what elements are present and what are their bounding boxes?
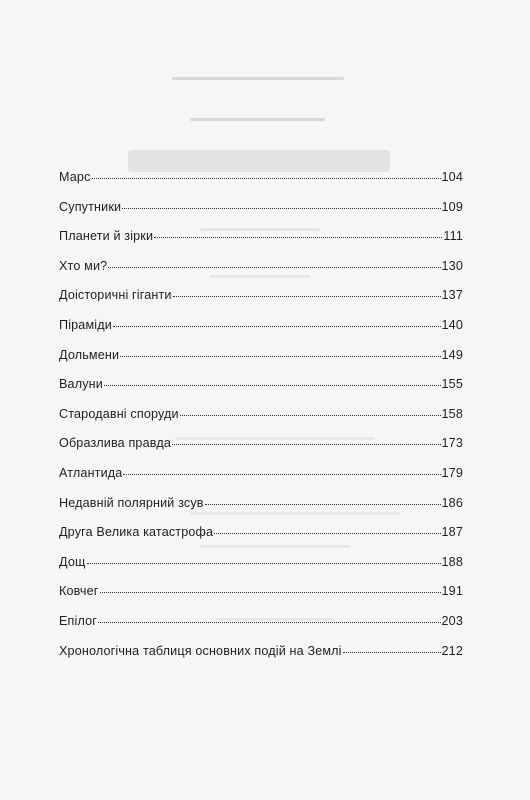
toc-entry-page: 104 bbox=[441, 170, 463, 184]
toc-dot-leader bbox=[154, 236, 442, 238]
toc-entry-page: 203 bbox=[441, 613, 463, 628]
toc-entry bbox=[59, 555, 463, 585]
toc-entry-page: 187 bbox=[441, 525, 463, 540]
toc-entry-title: Планети й зірки bbox=[59, 229, 154, 244]
toc-entry-title: Дольмени bbox=[59, 347, 120, 362]
toc-entry-title: Епілог bbox=[59, 613, 98, 628]
toc-dot-leader bbox=[92, 177, 441, 179]
toc-entry-page: 212 bbox=[441, 643, 463, 658]
toc-dot-leader bbox=[87, 562, 441, 564]
toc-entry bbox=[59, 200, 463, 230]
toc-dot-leader bbox=[98, 621, 441, 623]
toc-entry-page: 188 bbox=[441, 554, 463, 569]
toc-entry bbox=[59, 644, 463, 674]
toc-dot-leader bbox=[214, 532, 440, 534]
toc-dot-leader bbox=[113, 325, 441, 327]
toc-entry bbox=[59, 466, 463, 496]
toc-entry-title: Валуни bbox=[59, 377, 103, 392]
toc-entry-page: 155 bbox=[441, 377, 463, 392]
toc-entry-title: Хронологічна таблиця основних подій на Землі bbox=[59, 643, 342, 658]
toc-entry-page: 173 bbox=[441, 436, 463, 451]
toc-entry-title: Доісторичні гіганти bbox=[59, 288, 172, 303]
toc-entry bbox=[59, 525, 463, 555]
toc-entry-title: Атлантида bbox=[59, 465, 123, 480]
toc-entry-title: Піраміди bbox=[59, 317, 112, 332]
toc-entry bbox=[59, 614, 463, 644]
toc-entry bbox=[59, 348, 463, 378]
toc-entry bbox=[59, 377, 463, 407]
toc-dot-leader bbox=[173, 295, 441, 297]
toc-entry bbox=[59, 288, 463, 318]
toc-entry bbox=[59, 496, 463, 526]
toc-dot-leader bbox=[123, 473, 440, 475]
toc-dot-leader bbox=[343, 651, 441, 653]
toc-entry-page: 111 bbox=[443, 229, 463, 244]
toc-entry bbox=[59, 584, 463, 614]
toc-entry-page: 149 bbox=[441, 347, 463, 362]
toc-entry-title: Ковчег bbox=[59, 584, 99, 599]
toc-entry-title: Образлива правда bbox=[59, 436, 172, 451]
toc-entry bbox=[59, 229, 463, 259]
toc-entry bbox=[59, 318, 463, 348]
toc-entry-title: Супутники bbox=[59, 199, 122, 214]
toc-dot-leader bbox=[205, 503, 441, 505]
toc-entry-page: 186 bbox=[441, 495, 463, 510]
toc-entry-title: Марс bbox=[59, 170, 91, 184]
toc-dot-leader bbox=[100, 591, 441, 593]
toc-dot-leader bbox=[120, 355, 440, 357]
toc-entry-page: 130 bbox=[441, 258, 463, 273]
toc-entry bbox=[59, 170, 463, 200]
toc-entry-title: Хто ми? bbox=[59, 258, 108, 273]
toc-dot-leader bbox=[108, 266, 440, 268]
toc-entry bbox=[59, 407, 463, 437]
toc-entry-page: 109 bbox=[441, 199, 463, 214]
table-of-contents bbox=[59, 170, 463, 673]
toc-entry-title: Дощ bbox=[59, 554, 86, 569]
toc-dot-leader bbox=[104, 384, 441, 386]
toc-entry-page: 179 bbox=[441, 465, 463, 480]
toc-entry-title: Стародавні споруди bbox=[59, 406, 179, 421]
toc-entry-page: 191 bbox=[441, 584, 463, 599]
toc-entry-page: 137 bbox=[441, 288, 463, 303]
toc-dot-leader bbox=[172, 443, 440, 445]
toc-dot-leader bbox=[180, 414, 441, 416]
toc-entry bbox=[59, 259, 463, 289]
toc-entry bbox=[59, 436, 463, 466]
toc-dot-leader bbox=[122, 207, 440, 209]
toc-entry-title: Недавній полярний зсув bbox=[59, 495, 204, 510]
toc-entry-page: 140 bbox=[441, 317, 463, 332]
toc-entry-title: Друга Велика катастрофа bbox=[59, 525, 214, 540]
toc-entry-page: 158 bbox=[441, 406, 463, 421]
